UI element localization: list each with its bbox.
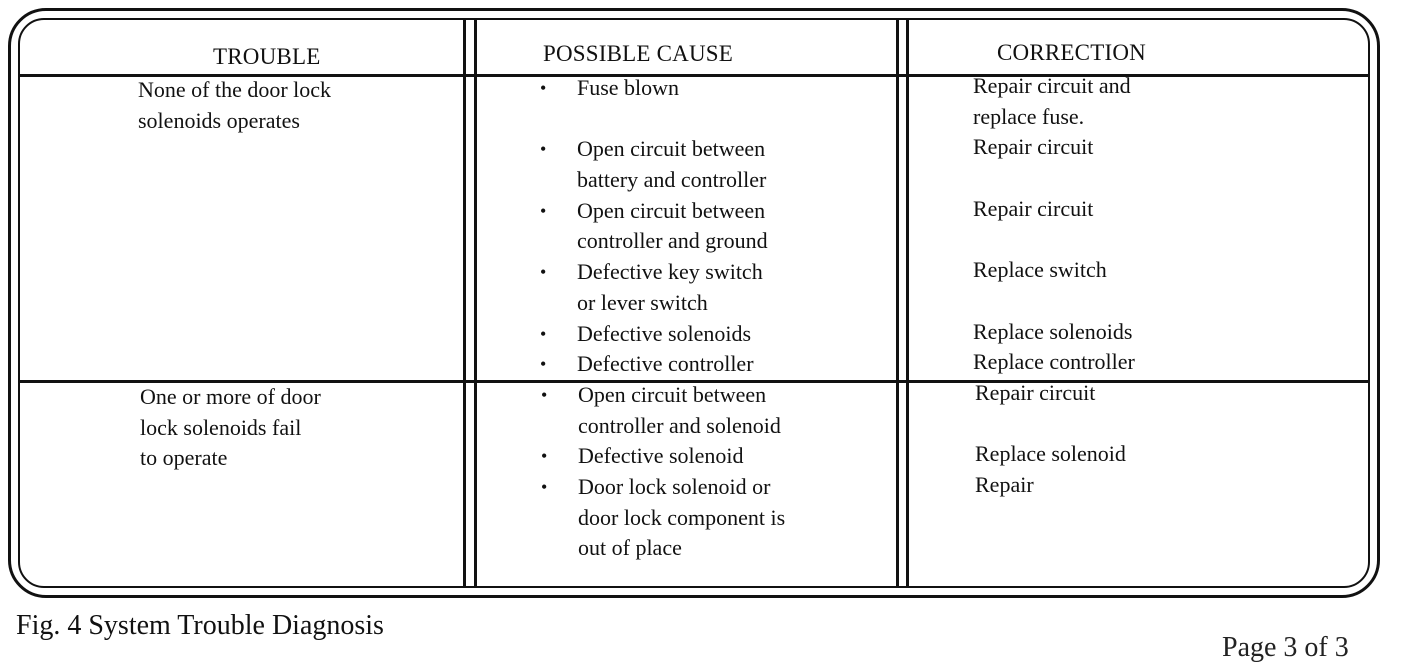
cause-line: Defective key switch bbox=[577, 259, 763, 285]
cause-item bbox=[540, 319, 768, 350]
correction-line: Repair circuit bbox=[973, 134, 1094, 160]
column-divider bbox=[474, 20, 477, 588]
correction-line: Replace controller bbox=[973, 349, 1135, 375]
cause-line: or lever switch bbox=[577, 289, 708, 315]
bullet-icon: • bbox=[541, 385, 548, 405]
column-divider bbox=[906, 20, 909, 588]
bullet-icon: • bbox=[540, 200, 547, 221]
bullet-icon: • bbox=[541, 446, 548, 467]
correction-line bbox=[973, 224, 1135, 255]
page-number: Page 3 of 3 bbox=[1222, 632, 1349, 663]
figure-caption: Fig. 4 System Trouble Diagnosis bbox=[16, 610, 384, 641]
header-possible-cause: POSSIBLE CAUSE bbox=[543, 41, 734, 66]
cause-line: Defective controller bbox=[577, 351, 754, 377]
column-divider bbox=[896, 20, 899, 588]
correction-line bbox=[975, 409, 1126, 440]
correction-line bbox=[973, 163, 1135, 194]
row-1-corrections bbox=[973, 71, 1135, 378]
row-2-trouble bbox=[140, 382, 321, 474]
correction-line: Replace switch bbox=[973, 257, 1107, 283]
cause-item bbox=[541, 380, 785, 441]
bullet-icon: • bbox=[540, 262, 547, 283]
trouble-line: lock solenoids fail bbox=[140, 414, 302, 440]
trouble-line: None of the door lock bbox=[138, 77, 332, 102]
cause-item bbox=[540, 73, 768, 104]
correction-line: Replace solenoids bbox=[973, 318, 1133, 344]
cause-line: Open circuit between bbox=[578, 382, 767, 407]
trouble-line: One or more of door bbox=[140, 384, 321, 409]
row-2-corrections bbox=[975, 378, 1126, 501]
bullet-icon: • bbox=[540, 139, 547, 160]
trouble-line: to operate bbox=[140, 445, 228, 471]
column-divider bbox=[463, 20, 466, 588]
row-1-trouble bbox=[138, 75, 331, 136]
row-2-causes bbox=[541, 380, 785, 564]
cause-item bbox=[541, 441, 785, 472]
cause-line: Open circuit between bbox=[577, 136, 766, 162]
spacer bbox=[540, 104, 768, 135]
row-1-causes bbox=[540, 73, 768, 380]
cause-item bbox=[540, 349, 768, 380]
bullet-icon: • bbox=[540, 78, 547, 98]
cause-line: controller and ground bbox=[577, 228, 768, 254]
bullet-icon: • bbox=[540, 354, 547, 375]
correction-line: Repair circuit and bbox=[973, 73, 1131, 98]
correction-line: Replace solenoid bbox=[975, 441, 1126, 467]
cause-line: Defective solenoid bbox=[578, 443, 744, 469]
correction-line: replace fuse. bbox=[973, 103, 1085, 129]
header-trouble: TROUBLE bbox=[213, 44, 321, 69]
cause-line: controller and solenoid bbox=[578, 412, 781, 438]
trouble-line: solenoids operates bbox=[138, 107, 300, 133]
cause-item bbox=[540, 134, 768, 195]
correction-line: Repair bbox=[975, 472, 1034, 498]
cause-item bbox=[541, 472, 785, 564]
bullet-icon: • bbox=[540, 323, 547, 344]
cause-line: battery and controller bbox=[577, 167, 767, 193]
header-correction: CORRECTION bbox=[997, 40, 1146, 65]
cause-line: Defective solenoids bbox=[577, 320, 752, 346]
cause-line: Open circuit between bbox=[577, 197, 766, 223]
correction-line bbox=[973, 286, 1135, 317]
bullet-icon: • bbox=[541, 477, 548, 498]
cause-line: Door lock solenoid or bbox=[578, 474, 771, 500]
correction-line: Repair circuit bbox=[973, 195, 1094, 221]
cause-line: door lock component is bbox=[578, 504, 786, 530]
cause-item bbox=[540, 196, 768, 257]
cause-line: Fuse blown bbox=[577, 75, 680, 100]
cause-line: out of place bbox=[578, 535, 682, 561]
correction-line: Repair circuit bbox=[975, 380, 1096, 405]
cause-item bbox=[540, 257, 768, 318]
